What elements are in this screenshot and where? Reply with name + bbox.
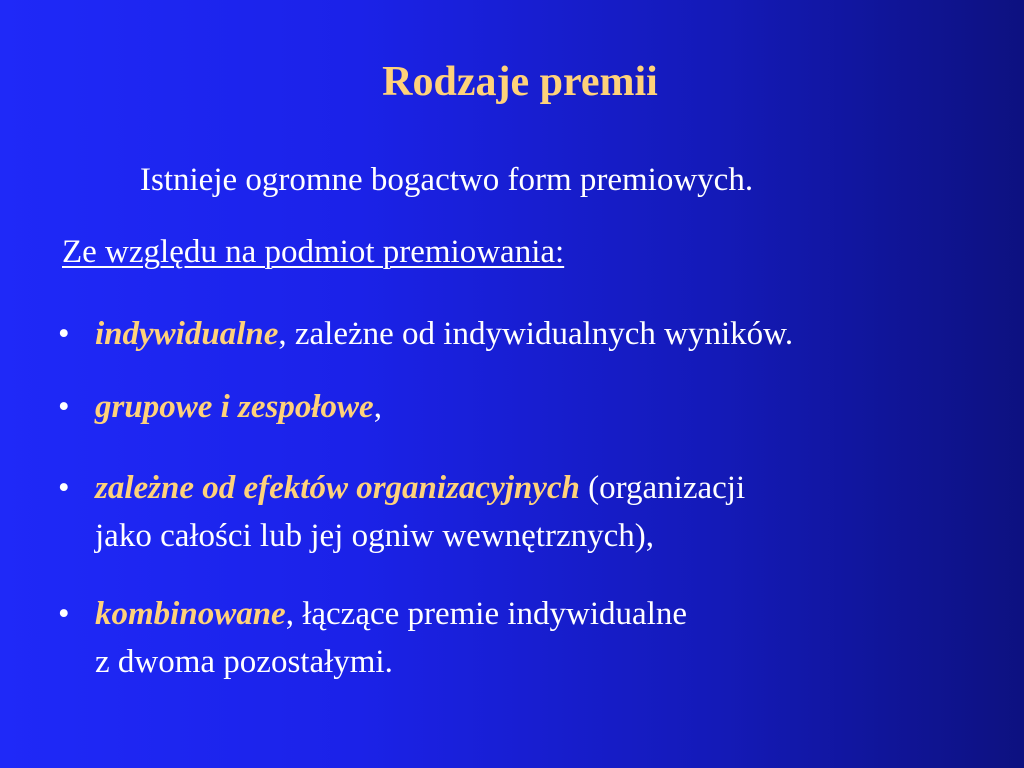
bullet-description: , zależne od indywidualnych wyników. (278, 316, 794, 352)
bullet-icon: • (58, 316, 70, 352)
bullet-icon: • (58, 470, 70, 506)
bullet-text (95, 464, 745, 560)
bullet-term: grupowe i zespołowe (95, 389, 374, 425)
bullet-text (95, 590, 687, 686)
bullet-icon: • (58, 389, 70, 425)
bullet-description: , (373, 389, 382, 425)
bullet-continuation: z dwoma pozostałymi. (95, 644, 393, 680)
bullet-icon: • (58, 596, 70, 632)
bullet-continuation: jako całości lub jej ogniw wewnętrznych), (95, 518, 654, 554)
subheading: Ze względu na podmiot premiowania: (62, 234, 565, 270)
slide-title: Rodzaje premii (382, 59, 658, 105)
bullet-term: indywidualne (95, 316, 279, 352)
bullet-text (95, 310, 793, 358)
bullet-term: kombinowane (95, 596, 286, 632)
bullet-term: zależne od efektów organizacyjnych (95, 470, 580, 506)
bullet-description: , łączące premie indywidualne (285, 596, 688, 632)
bullet-text (95, 383, 382, 431)
bullet-description: (organizacji (579, 470, 746, 506)
intro-text: Istnieje ogromne bogactwo form premiowych. (140, 162, 754, 198)
